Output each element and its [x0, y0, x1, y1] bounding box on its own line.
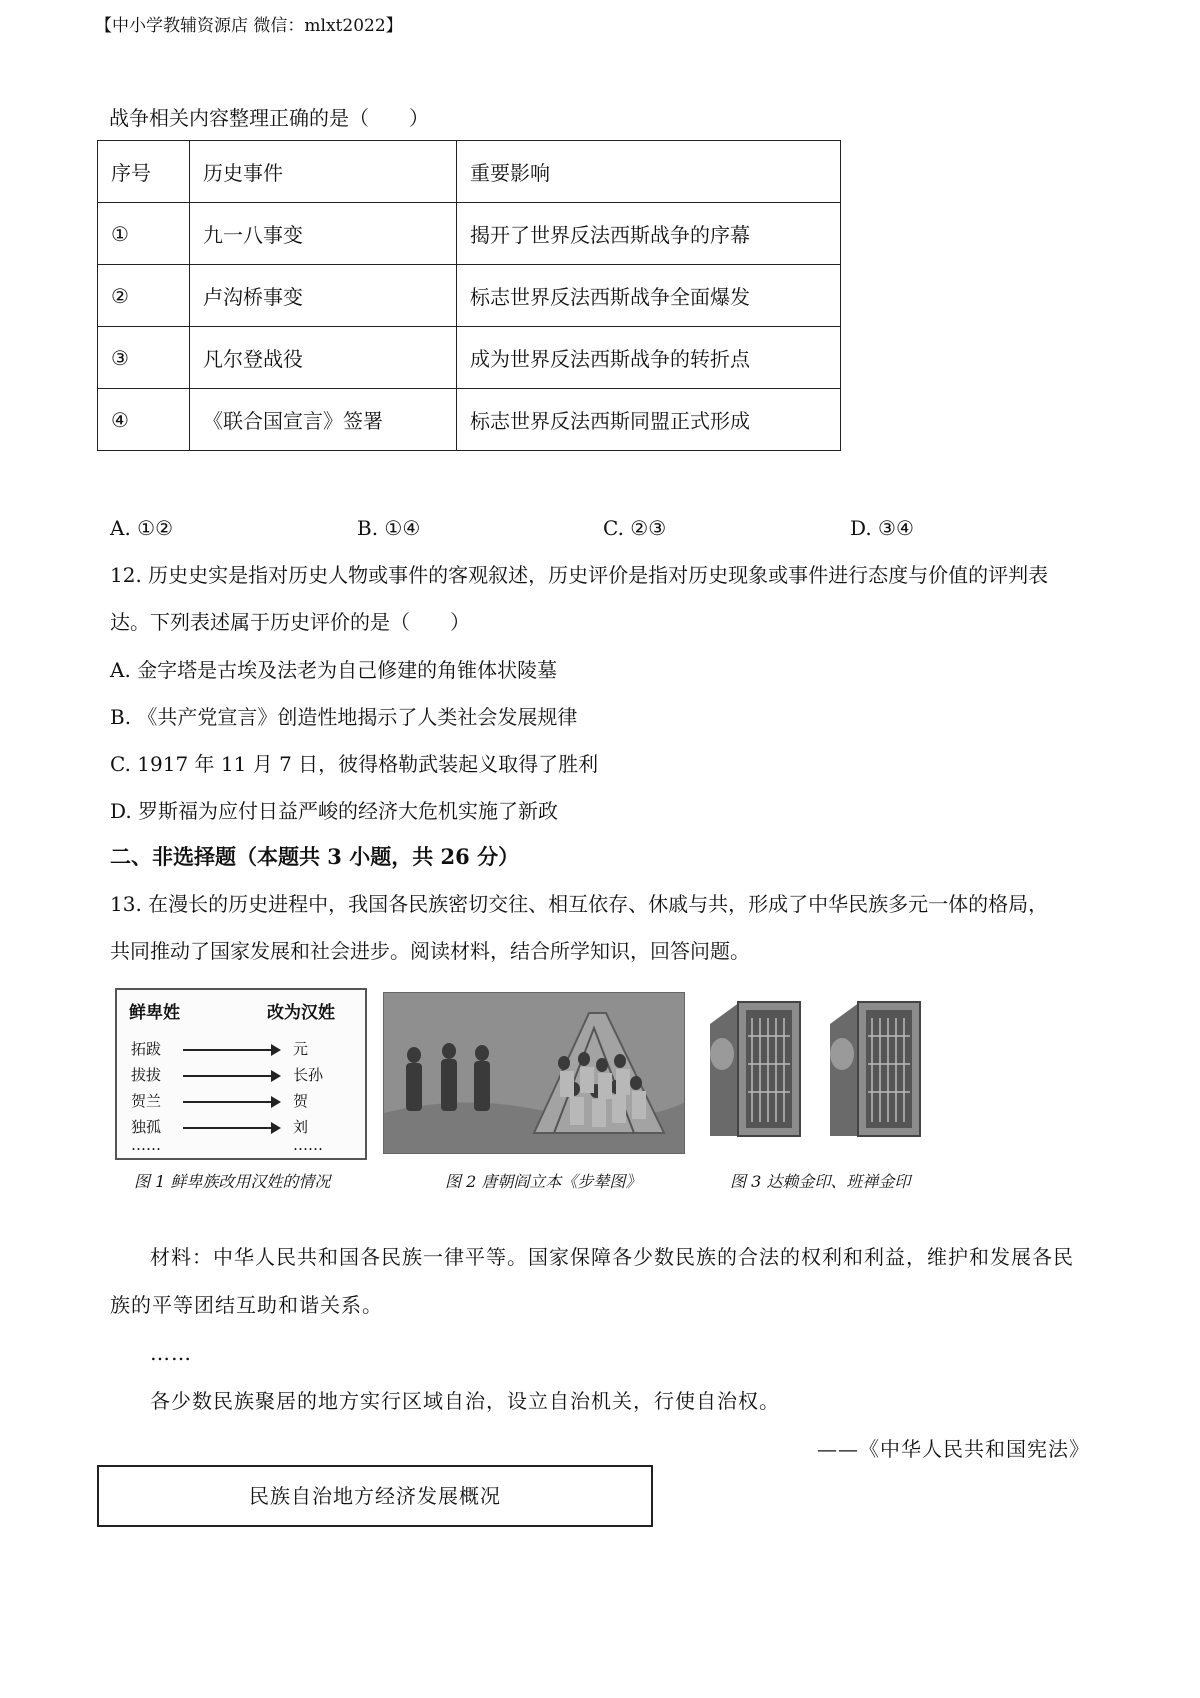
- xianbei-surname: 拔拔: [131, 1066, 162, 1084]
- surname-change-figure: [115, 988, 367, 1160]
- q12-option-d[interactable]: D. 罗斯福为应付日益严峻的经济大危机实施了新政: [110, 799, 559, 823]
- han-surname: 元: [293, 1040, 309, 1058]
- han-surname: 长孙: [293, 1066, 324, 1084]
- xianbei-surname: 贺兰: [131, 1092, 162, 1110]
- figure-strip: [110, 976, 990, 1191]
- q13-stem-line1: 13. 在漫长的历史进程中，我国各民族密切交往、相互依存、休戚与共，形成了中华民族多元一体的格局，: [110, 892, 1049, 916]
- bunian-painting-image: [383, 992, 685, 1154]
- surname-row: [117, 1064, 365, 1088]
- economic-overview-box: [97, 1465, 653, 1527]
- q12-option-b[interactable]: B. 《共产党宣言》创造性地揭示了人类社会发展规律: [110, 705, 578, 729]
- material-line1: 材料：中华人民共和国各民族一律平等。国家保障各少数民族的合法的权利和利益，维护和发展各民: [150, 1245, 1074, 1269]
- xianbei-surname: 独孤: [131, 1118, 162, 1136]
- surname-row: [117, 1038, 365, 1062]
- table-header-cell: 重要影响: [457, 141, 841, 203]
- panchen-seal-icon: [830, 1002, 920, 1136]
- q11-option-a[interactable]: A. ①②: [110, 516, 174, 540]
- table-row: [98, 389, 841, 451]
- material-ellipsis: ……: [150, 1341, 192, 1365]
- q11-option-c[interactable]: C. ②③: [603, 516, 667, 540]
- events-table: [97, 140, 841, 451]
- table-cell: 凡尔登战役: [190, 327, 457, 389]
- table-cell: 卢沟桥事变: [190, 265, 457, 327]
- table-cell: 《联合国宣言》签署: [190, 389, 457, 451]
- right-arrow-icon: [183, 1075, 279, 1077]
- q12-stem-line1: 12. 历史史实是指对历史人物或事件的客观叙述，历史评价是指对历史现象或事件进行态度与价值的评判表: [110, 563, 1049, 587]
- fig1-header-left: 鲜卑姓: [129, 1003, 180, 1023]
- table-cell: 九一八事变: [190, 203, 457, 265]
- table-header-cell: 序号: [98, 141, 190, 203]
- surname-row-ellipsis: [117, 1136, 365, 1160]
- q13-stem-line2: 共同推动了国家发展和社会进步。阅读材料，结合所学知识，回答问题。: [110, 939, 750, 963]
- golden-seals-image: [700, 984, 940, 1154]
- material-line2: 族的平等团结互助和谐关系。: [110, 1293, 383, 1317]
- table-row: [98, 203, 841, 265]
- seals-illustration: [700, 984, 940, 1154]
- table-cell: ②: [98, 265, 190, 327]
- table-cell: 标志世界反法西斯同盟正式形成: [457, 389, 841, 451]
- fig3-caption: 图 3 达赖金印、班禅金印: [730, 1172, 911, 1191]
- material-source: ——《中华人民共和国宪法》: [817, 1437, 1090, 1461]
- section-title: 二、非选择题（本题共 3 小题，共 26 分）: [110, 844, 520, 869]
- dalai-seal-icon: [710, 1002, 800, 1136]
- surname-row: [117, 1090, 365, 1114]
- table-header-row: [98, 141, 841, 203]
- q12-option-a[interactable]: A. 金字塔是古埃及法老为自己修建的角锥体状陵墓: [110, 658, 558, 682]
- q12-option-c[interactable]: C. 1917 年 11 月 7 日，彼得格勒武装起义取得了胜利: [110, 752, 599, 776]
- box-title: 民族自治地方经济发展概况: [249, 1484, 501, 1508]
- fig1-header-right: 改为汉姓: [267, 1003, 335, 1023]
- xianbei-surname: 拓跋: [131, 1040, 162, 1058]
- ellipsis-left: ……: [131, 1136, 161, 1154]
- q11-option-b[interactable]: B. ①④: [357, 516, 421, 540]
- right-arrow-icon: [183, 1127, 279, 1129]
- right-arrow-icon: [183, 1049, 279, 1051]
- fig1-caption: 图 1 鲜卑族改用汉姓的情况: [134, 1172, 331, 1191]
- ellipsis-right: ……: [293, 1136, 323, 1154]
- q12-stem-line2: 达。下列表述属于历史评价的是（ ）: [110, 610, 470, 634]
- han-surname: 贺: [293, 1092, 309, 1110]
- right-arrow-icon: [183, 1101, 279, 1103]
- q11-stem-tail: 战争相关内容整理正确的是（ ）: [109, 106, 429, 130]
- source-header: 【中小学教辅资源店 微信：mlxt2022】: [95, 16, 403, 36]
- table-cell: ①: [98, 203, 190, 265]
- han-surname: 刘: [293, 1118, 309, 1136]
- table-cell: 揭开了世界反法西斯战争的序幕: [457, 203, 841, 265]
- table-cell: 标志世界反法西斯战争全面爆发: [457, 265, 841, 327]
- table-cell: 成为世界反法西斯战争的转折点: [457, 327, 841, 389]
- q11-option-d[interactable]: D. ③④: [850, 516, 914, 540]
- fig2-caption: 图 2 唐朝阎立本《步辇图》: [445, 1172, 642, 1191]
- material-line3: 各少数民族聚居的地方实行区域自治，设立自治机关，行使自治权。: [150, 1389, 780, 1413]
- table-cell: ③: [98, 327, 190, 389]
- table-header-cell: 历史事件: [190, 141, 457, 203]
- table-cell: ④: [98, 389, 190, 451]
- painting-illustration: [384, 993, 684, 1153]
- table-row: [98, 265, 841, 327]
- table-row: [98, 327, 841, 389]
